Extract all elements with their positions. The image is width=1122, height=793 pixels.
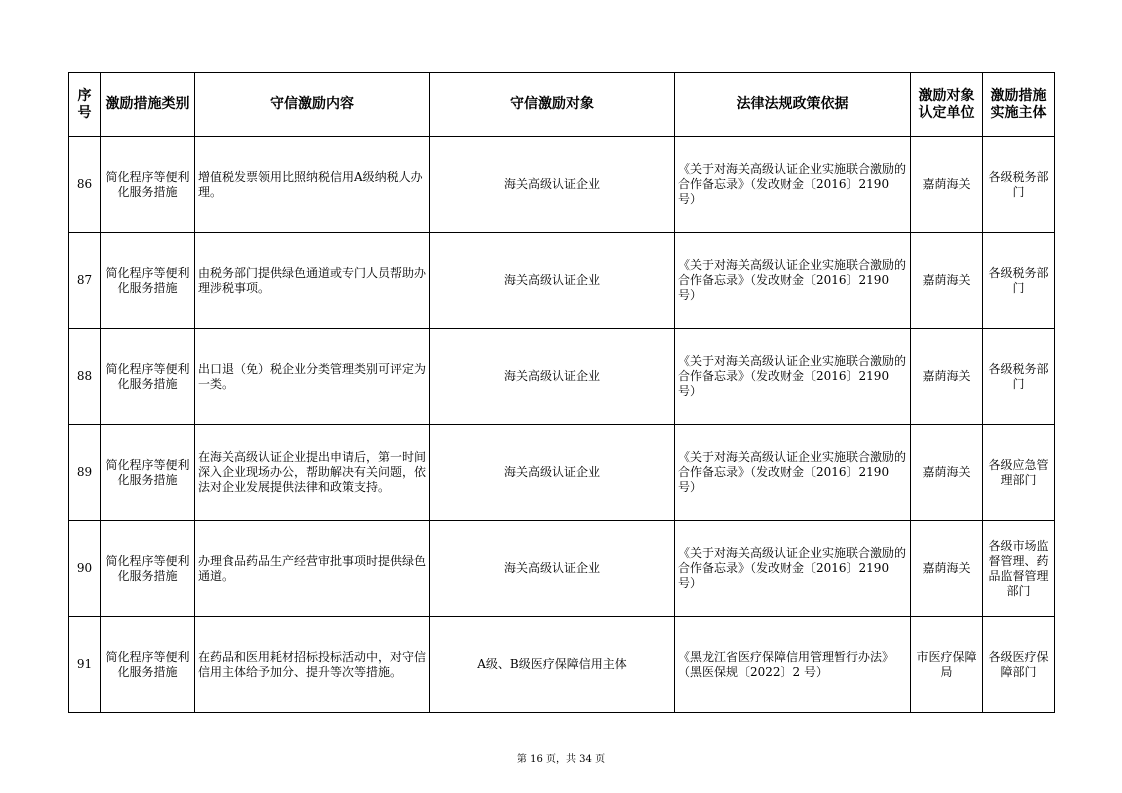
row-subject: 各级税务部门 — [983, 329, 1055, 425]
row-target: 海关高级认证企业 — [430, 425, 675, 521]
row-target: 海关高级认证企业 — [430, 521, 675, 617]
row-unit: 嘉荫海关 — [911, 521, 983, 617]
header-target: 守信激励对象 — [430, 73, 675, 137]
row-no: 91 — [69, 617, 101, 713]
row-category: 简化程序等便利化服务措施 — [101, 137, 195, 233]
row-content: 出口退（免）税企业分类管理类别可评定为一类。 — [195, 329, 430, 425]
header-content: 守信激励内容 — [195, 73, 430, 137]
row-unit: 市医疗保障局 — [911, 617, 983, 713]
incentive-measures-table — [68, 72, 1055, 713]
row-unit: 嘉荫海关 — [911, 329, 983, 425]
row-basis: 《关于对海关高级认证企业实施联合激励的合作备忘录》（发改财金〔2016〕2190号） — [675, 425, 911, 521]
row-unit: 嘉荫海关 — [911, 425, 983, 521]
row-target: A级、B级医疗保障信用主体 — [430, 617, 675, 713]
row-no: 87 — [69, 233, 101, 329]
row-content: 在海关高级认证企业提出申请后，第一时间深入企业现场办公，帮助解决有关问题，依法对企业发展提供法律和政策支持。 — [195, 425, 430, 521]
header-subject: 激励措施实施主体 — [983, 73, 1055, 137]
row-category: 简化程序等便利化服务措施 — [101, 329, 195, 425]
row-content: 在药品和医用耗材招标投标活动中，对守信信用主体给予加分、提升等次等措施。 — [195, 617, 430, 713]
row-target: 海关高级认证企业 — [430, 233, 675, 329]
row-no: 89 — [69, 425, 101, 521]
header-category: 激励措施类别 — [101, 73, 195, 137]
row-subject: 各级税务部门 — [983, 137, 1055, 233]
row-category: 简化程序等便利化服务措施 — [101, 617, 195, 713]
row-unit: 嘉荫海关 — [911, 137, 983, 233]
row-target: 海关高级认证企业 — [430, 137, 675, 233]
table-header-row — [69, 73, 1055, 137]
row-basis: 《关于对海关高级认证企业实施联合激励的合作备忘录》（发改财金〔2016〕2190号） — [675, 329, 911, 425]
row-content: 增值税发票领用比照纳税信用A级纳税人办理。 — [195, 137, 430, 233]
table-row — [69, 233, 1055, 329]
row-subject: 各级税务部门 — [983, 233, 1055, 329]
row-no: 86 — [69, 137, 101, 233]
table-row — [69, 521, 1055, 617]
row-target: 海关高级认证企业 — [430, 329, 675, 425]
table-row — [69, 425, 1055, 521]
table-row — [69, 617, 1055, 713]
row-category: 简化程序等便利化服务措施 — [101, 425, 195, 521]
row-no: 90 — [69, 521, 101, 617]
row-category: 简化程序等便利化服务措施 — [101, 521, 195, 617]
row-content: 办理食品药品生产经营审批事项时提供绿色通道。 — [195, 521, 430, 617]
row-subject: 各级市场监督管理、药品监督管理部门 — [983, 521, 1055, 617]
header-unit: 激励对象认定单位 — [911, 73, 983, 137]
row-subject: 各级应急管理部门 — [983, 425, 1055, 521]
row-subject: 各级医疗保障部门 — [983, 617, 1055, 713]
row-no: 88 — [69, 329, 101, 425]
header-basis: 法律法规政策依据 — [675, 73, 911, 137]
row-category: 简化程序等便利化服务措施 — [101, 233, 195, 329]
table-row — [69, 329, 1055, 425]
row-basis: 《关于对海关高级认证企业实施联合激励的合作备忘录》（发改财金〔2016〕2190号） — [675, 521, 911, 617]
row-basis: 《黑龙江省医疗保障信用管理暂行办法》（黑医保规〔2022〕2 号） — [675, 617, 911, 713]
row-content: 由税务部门提供绿色通道或专门人员帮助办理涉税事项。 — [195, 233, 430, 329]
row-basis: 《关于对海关高级认证企业实施联合激励的合作备忘录》（发改财金〔2016〕2190号） — [675, 233, 911, 329]
page-number-footer: 第 16 页，共 34 页 — [516, 754, 606, 765]
row-unit: 嘉荫海关 — [911, 233, 983, 329]
header-no: 序号 — [69, 73, 101, 137]
row-basis: 《关于对海关高级认证企业实施联合激励的合作备忘录》（发改财金〔2016〕2190号） — [675, 137, 911, 233]
table-row — [69, 137, 1055, 233]
